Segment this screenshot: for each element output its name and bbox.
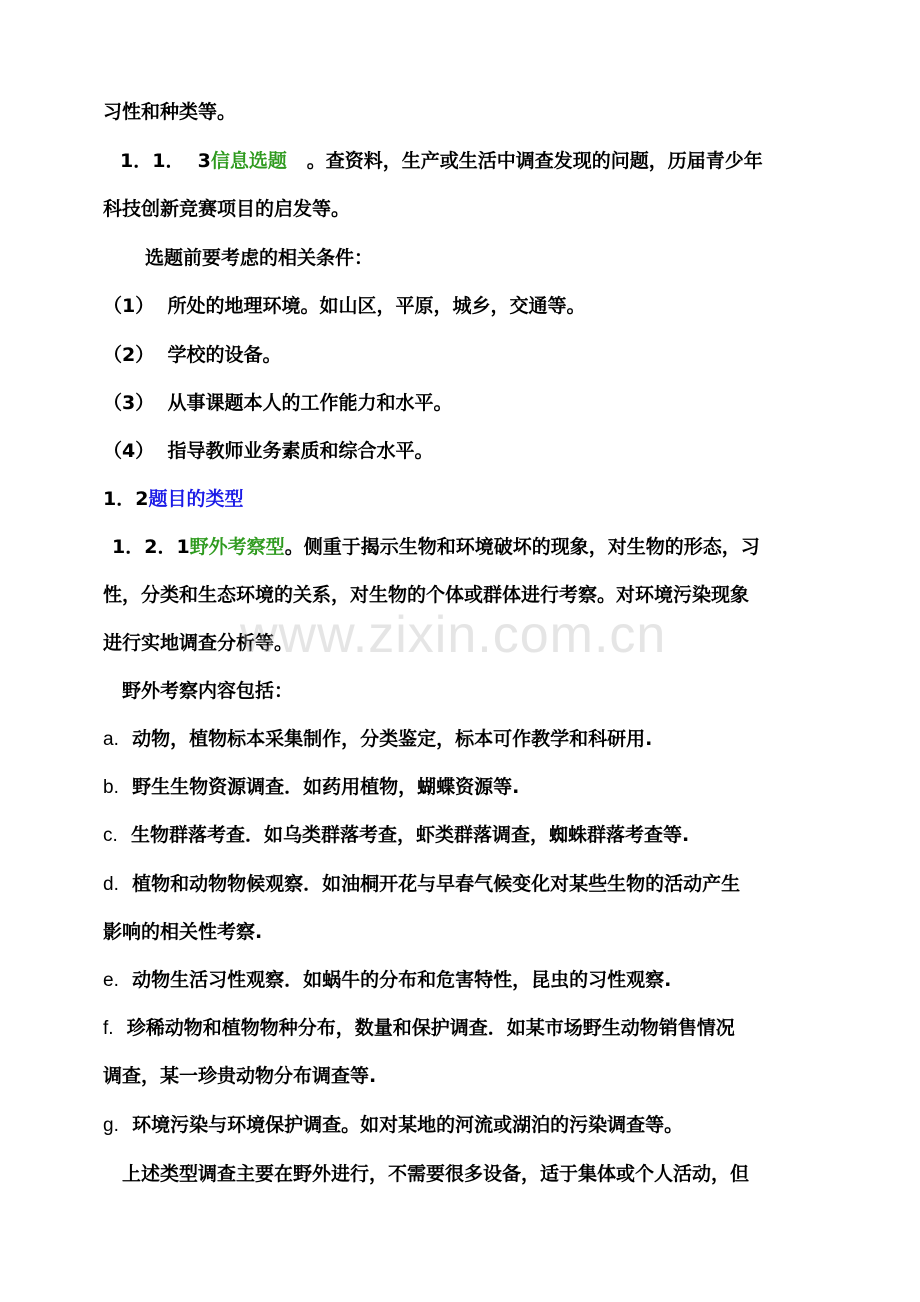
list-marker: g. [103, 1115, 119, 1136]
list-item-text: 环境污染与环境保护调查。如对某地的河流或湖泊的污染调查等。 [118, 1114, 684, 1136]
list-item-d [0, 867, 920, 901]
list-item-text: 生物群落考查．如乌类群落考查，虾类群落调查，蜘蛛群落考查等. [117, 824, 690, 846]
list-item-continuation: 影响的相关性考察. [103, 921, 263, 943]
paragraph-text: 。查资料，生产或生活中调查发现的问题，历届青少年 [286, 150, 763, 172]
list-marker: a. [103, 729, 119, 750]
text-line [0, 578, 920, 612]
list-marker: d. [103, 874, 119, 895]
text-line [0, 1157, 920, 1191]
paragraph-text: 习性和种类等。 [103, 101, 237, 123]
list-item [0, 434, 920, 468]
text-line [0, 95, 920, 129]
list-item [0, 289, 920, 323]
paragraph-text: 选题前要考虑的相关条件： [145, 247, 374, 269]
list-item-text: 野生生物资源调查．如药用植物，蝴蝶资源等. [118, 776, 520, 798]
paragraph-text: 进行实地调查分析等。 [103, 632, 294, 654]
list-item-text: 植物和动物物候观察．如油桐开花与早春气候变化对某些生物的活动产生 [118, 873, 741, 895]
paragraph-text: 。侧重于揭示生物和环境破坏的现象，对生物的形态，习 [284, 536, 760, 558]
list-item-e [0, 963, 920, 997]
list-item-c [0, 818, 920, 852]
list-marker: c. [103, 825, 118, 846]
list-marker: f. [103, 1018, 114, 1039]
text-line [0, 915, 920, 949]
list-marker: e. [103, 970, 119, 991]
list-item-text: （1） 所处的地理环境。如山区，平原，城乡，交通等。 [103, 295, 586, 317]
list-item-f [0, 1011, 920, 1045]
list-item-b [0, 770, 920, 804]
list-item [0, 386, 920, 420]
section-1-2 [0, 482, 920, 516]
text-line [0, 626, 920, 660]
list-item-text: 珍稀动物和植物物种分布，数量和保护调查．如某市场野生动物销售情况 [113, 1017, 735, 1039]
text-line [0, 192, 920, 226]
section-number: 1．1． 3 [120, 150, 211, 172]
list-item-text: （3） 从事课题本人的工作能力和水平。 [103, 392, 453, 414]
paragraph-text: 野外考察内容包括： [122, 680, 294, 702]
list-item-text: （4） 指导教师业务素质和综合水平。 [103, 440, 434, 462]
list-item-text: （2） 学校的设备。 [103, 344, 282, 366]
section-1-2-1 [0, 530, 920, 564]
section-number: 1．2 [103, 488, 149, 510]
text-line [0, 241, 920, 275]
text-line [0, 674, 920, 708]
section-heading: 信息选题 [210, 150, 287, 172]
list-item-text: 动物，植物标本采集制作，分类鉴定，标本可作教学和科研用. [118, 728, 653, 750]
section-1-1-3 [0, 144, 920, 178]
paragraph-text: 科技创新竞赛项目的启发等。 [103, 198, 351, 220]
list-item-continuation: 调查，某一珍贵动物分布调查等. [103, 1065, 377, 1087]
paragraph-text: 性，分类和生态环境的关系，对生物的个体或群体进行考察。对环境污染现象 [103, 584, 750, 606]
list-item-a [0, 722, 920, 756]
section-heading: 野外考察型 [189, 536, 285, 558]
list-item-text: 动物生活习性观察．如蜗牛的分布和危害特性，昆虫的习性观察. [118, 969, 672, 991]
list-item-g [0, 1108, 920, 1142]
text-line [0, 1059, 920, 1093]
section-heading: 题目的类型 [148, 488, 244, 510]
section-number: 1．2．1 [112, 536, 190, 558]
list-item [0, 338, 920, 372]
watermark: www.zixin.com.cn [240, 606, 667, 664]
list-marker: b. [103, 777, 119, 798]
paragraph-text: 上述类型调查主要在野外进行，不需要很多设备，适于集体或个人活动，但 [122, 1163, 750, 1185]
